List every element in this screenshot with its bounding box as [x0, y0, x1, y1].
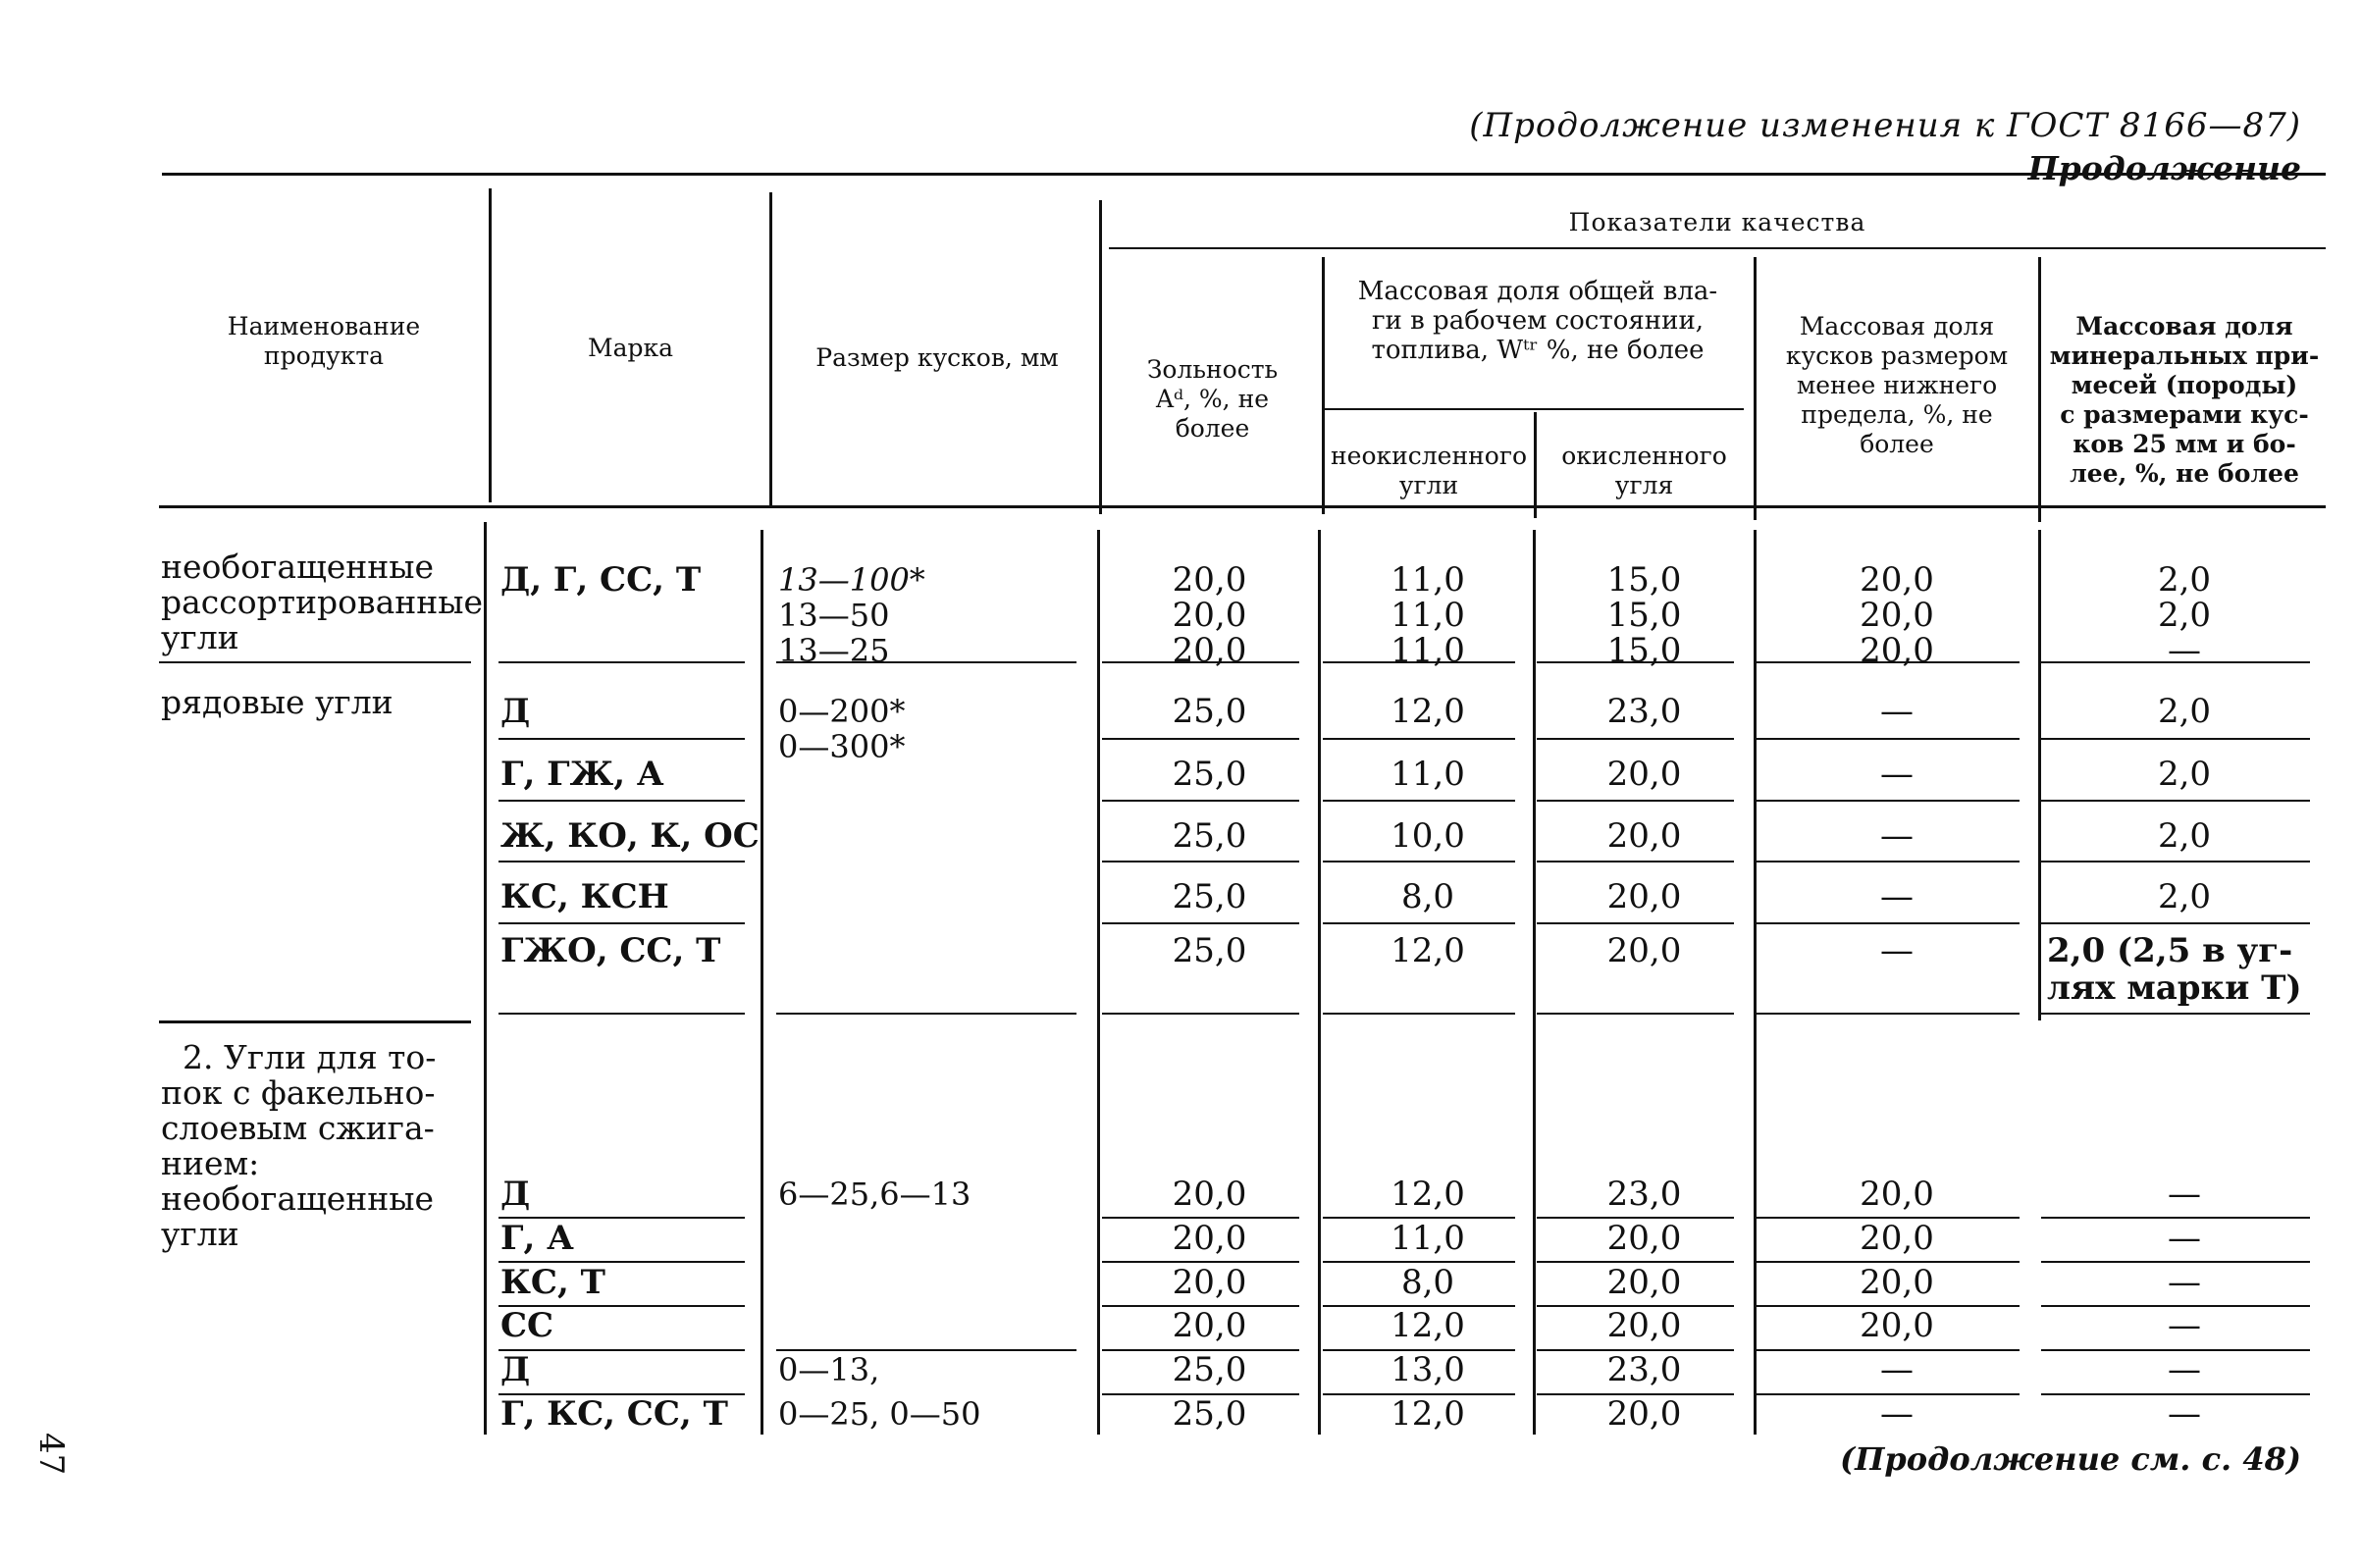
row-rule [1102, 1305, 1299, 1307]
row-rule [499, 661, 745, 663]
body-divider-4 [1318, 530, 1321, 1435]
cell-under: — [1880, 755, 1914, 794]
row-rule [499, 861, 745, 862]
cell-unox: 12,0 [1391, 1394, 1465, 1434]
cell-ash: 20,0 [1172, 631, 1247, 670]
cell-ash: 20,0 [1172, 1219, 1247, 1258]
cell-ox: 15,0 [1606, 560, 1682, 600]
cell-mineral: — [2168, 1306, 2201, 1345]
row-rule [1537, 1013, 1734, 1015]
row-rule [1323, 1349, 1515, 1351]
row-rule [499, 1393, 745, 1395]
row-rule [499, 800, 745, 802]
row-rule [499, 1013, 745, 1015]
table-top-rule [162, 173, 2326, 176]
col-name-header: Наименование продукта [227, 312, 421, 370]
cell-mineral: — [2168, 1175, 2201, 1214]
cell-size: 13—25 [778, 632, 890, 669]
row-rule [2041, 1349, 2310, 1351]
row-rule [1102, 1261, 1299, 1263]
cell-mineral: 2,0 [2157, 596, 2212, 635]
row-rule [2041, 1013, 2310, 1015]
col-oxidized-header: окисленного угля [1561, 442, 1727, 499]
row-rule [1323, 1305, 1515, 1307]
row-rule [1102, 922, 1299, 924]
cell-ox: 15,0 [1606, 596, 1682, 635]
cell-grade: Д, Г, СС, Т [500, 560, 702, 600]
cell-unox: 11,0 [1391, 596, 1465, 635]
moisture-group-header: Массовая доля общей вла- ги в рабочем состоянии, топлива, Wᵗʳ %, не более [1357, 277, 1718, 365]
cell-mineral: — [2168, 1263, 2201, 1302]
cell-under: — [1880, 692, 1914, 731]
moisture-subgroup-rule [1322, 408, 1744, 410]
group-run-of-mine: рядовые угли [161, 683, 394, 721]
cell-ox: 20,0 [1606, 1306, 1682, 1345]
row-rule [1537, 861, 1734, 862]
cell-ox: 23,0 [1606, 692, 1682, 731]
row-rule [1323, 861, 1515, 862]
row-rule [1323, 1261, 1515, 1263]
col-divider-3 [1099, 200, 1102, 514]
cell-ox: 20,0 [1606, 877, 1682, 916]
col-divider-6 [1754, 257, 1757, 520]
row-rule [2041, 661, 2310, 663]
row-rule [1537, 738, 1734, 740]
cell-ox: 20,0 [1606, 1263, 1682, 1302]
row-rule [1537, 661, 1734, 663]
row-rule [1757, 1217, 2020, 1219]
cell-ox: 20,0 [1606, 755, 1682, 794]
row-rule [499, 1305, 745, 1307]
row-rule [1757, 1305, 2020, 1307]
cell-ash: 20,0 [1172, 560, 1247, 600]
cell-mineral: 2,0 [2157, 816, 2212, 856]
col-divider-5 [1534, 412, 1537, 518]
cell-mineral: — [2168, 631, 2201, 670]
cell-unox: 8,0 [1400, 877, 1455, 916]
cell-under: — [1880, 1350, 1914, 1389]
col-divider-7 [2038, 257, 2041, 522]
row-rule [1757, 861, 2020, 862]
row-rule [2041, 922, 2310, 924]
group-rule-1 [159, 661, 471, 663]
cell-grade: Г, КС, СС, Т [500, 1394, 728, 1434]
col-divider-1 [489, 188, 492, 502]
row-rule [1757, 738, 2020, 740]
cell-under: 20,0 [1860, 1263, 1934, 1302]
body-divider-3 [1097, 530, 1100, 1435]
cell-mineral: 2,0 [2157, 692, 2212, 731]
cell-under: — [1880, 1394, 1914, 1434]
cell-under: — [1880, 877, 1914, 916]
continuation-footer: (Продолжение см. с. 48) [1840, 1440, 2301, 1478]
cell-unox: 12,0 [1391, 1175, 1465, 1214]
cell-ash: 25,0 [1172, 816, 1247, 856]
cell-ash: 25,0 [1172, 931, 1247, 970]
row-rule [1537, 1349, 1734, 1351]
cell-ash: 20,0 [1172, 1263, 1247, 1302]
cell-ash: 25,0 [1172, 692, 1247, 731]
row-rule [1102, 1217, 1299, 1219]
body-divider-5 [1533, 530, 1536, 1435]
cell-mineral: 2,0 [2157, 560, 2212, 600]
cell-mineral: — [2168, 1219, 2201, 1258]
cell-under: — [1880, 931, 1914, 970]
row-rule [2041, 1305, 2310, 1307]
cell-ox: 23,0 [1606, 1350, 1682, 1389]
row-rule [1537, 1393, 1734, 1395]
cell-unox: 12,0 [1391, 692, 1465, 731]
cell-grade: Д [500, 692, 531, 731]
row-rule [1102, 738, 1299, 740]
row-rule [1102, 1013, 1299, 1015]
cell-size: 0—200* [778, 693, 906, 730]
row-rule [1323, 922, 1515, 924]
body-divider-2 [761, 530, 763, 1435]
row-rule [1537, 1261, 1734, 1263]
cell-ox: 15,0 [1606, 631, 1682, 670]
cell-mineral: 2,0 [2157, 877, 2212, 916]
cell-size: 0—25, 0—50 [778, 1395, 981, 1433]
row-rule [1323, 1393, 1515, 1395]
row-rule [1323, 738, 1515, 740]
cell-under: 20,0 [1860, 631, 1934, 670]
cell-ox: 20,0 [1606, 1219, 1682, 1258]
cell-unox: 10,0 [1391, 816, 1465, 856]
page-number: 47 [31, 1433, 71, 1476]
row-rule [1757, 800, 2020, 802]
cell-ash: 25,0 [1172, 877, 1247, 916]
cell-ash: 20,0 [1172, 1306, 1247, 1345]
row-rule [2041, 1261, 2310, 1263]
row-rule [1102, 800, 1299, 802]
row-rule [776, 1013, 1076, 1015]
row-rule [2041, 1393, 2310, 1395]
col-mineral-header: Массовая доля минеральных при- месей (породы) с размерами кус- ков 25 мм и бо- лее, %, не более [2049, 312, 2320, 488]
cell-mineral: 2,0 [2157, 755, 2212, 794]
cell-ox: 23,0 [1606, 1175, 1682, 1214]
row-rule [499, 738, 745, 740]
quality-group-rule [1109, 247, 2326, 249]
row-rule [2041, 738, 2310, 740]
cell-ox: 20,0 [1606, 931, 1682, 970]
group-flare-combustion: 2. Угли для то- пок с факельно- слоевым сжига- нием: необогащенные угли [161, 1038, 437, 1253]
cell-ash: 25,0 [1172, 755, 1247, 794]
row-rule [499, 1261, 745, 1263]
row-rule [2041, 1217, 2310, 1219]
cell-grade: Г, ГЖ, А [500, 755, 664, 794]
continuation-subtitle: Продолжение [2027, 149, 2301, 187]
continuation-header: (Продолжение изменения к ГОСТ 8166—87) [1469, 106, 2301, 145]
row-rule [499, 922, 745, 924]
cell-grade: КС, Т [500, 1263, 605, 1302]
row-rule [1757, 1013, 2020, 1015]
row-rule [1537, 922, 1734, 924]
body-divider-1 [484, 522, 487, 1435]
cell-unox: 11,0 [1391, 560, 1465, 600]
cell-grade: Д [500, 1175, 531, 1214]
cell-unox: 12,0 [1391, 931, 1465, 970]
row-rule [2041, 800, 2310, 802]
row-rule [1757, 661, 2020, 663]
cell-mineral: — [2168, 1350, 2201, 1389]
cell-ox: 20,0 [1606, 1394, 1682, 1434]
col-ash-header: Зольность Aᵈ, %, не более [1146, 355, 1279, 443]
cell-unox: 12,0 [1391, 1306, 1465, 1345]
group-unenriched-sorted: необогащенные рассортированные угли [161, 548, 484, 656]
row-rule [1323, 800, 1515, 802]
cell-unox: 13,0 [1391, 1350, 1465, 1389]
row-rule [1102, 1349, 1299, 1351]
group-rule-2 [159, 1020, 471, 1023]
cell-size: 13—100* [778, 561, 925, 599]
cell-under: 20,0 [1860, 560, 1934, 600]
cell-under: — [1880, 816, 1914, 856]
cell-grade: ГЖО, СС, Т [500, 931, 721, 970]
cell-under: 20,0 [1860, 1175, 1934, 1214]
cell-under: 20,0 [1860, 596, 1934, 635]
cell-mineral: — [2168, 1394, 2201, 1434]
cell-grade: КС, КСН [500, 877, 669, 916]
col-grade-header: Марка [587, 334, 674, 362]
row-rule [1102, 1393, 1299, 1395]
cell-ash: 20,0 [1172, 596, 1247, 635]
cell-ash: 20,0 [1172, 1175, 1247, 1214]
cell-mineral: лях марки Т) [2047, 968, 2302, 1008]
col-unoxidized-header: неокисленного угли [1331, 442, 1527, 499]
row-rule [1323, 1217, 1515, 1219]
cell-size: 0—13, [778, 1351, 880, 1388]
cell-size: 13—50 [778, 597, 890, 634]
row-rule [1102, 661, 1299, 663]
body-divider-6 [1754, 530, 1757, 1435]
row-rule [499, 1217, 745, 1219]
row-rule [1323, 661, 1515, 663]
cell-under: 20,0 [1860, 1306, 1934, 1345]
row-rule [1757, 1349, 2020, 1351]
col-undersize-header: Массовая доля кусков размером менее нижнего предела, %, не более [1785, 312, 2009, 458]
row-rule [499, 1349, 745, 1351]
row-rule [1102, 861, 1299, 862]
cell-unox: 8,0 [1400, 1263, 1455, 1302]
cell-grade: СС [500, 1306, 554, 1345]
row-rule [1323, 1013, 1515, 1015]
cell-ash: 25,0 [1172, 1350, 1247, 1389]
cell-mineral: 2,0 (2,5 в уг- [2047, 931, 2293, 970]
cell-size: 6—25,6—13 [778, 1176, 971, 1213]
cell-unox: 11,0 [1391, 755, 1465, 794]
table-header-rule [159, 505, 2326, 508]
body-divider-7 [2038, 530, 2041, 1020]
row-rule [1757, 922, 2020, 924]
col-divider-2 [769, 192, 772, 506]
cell-unox: 11,0 [1391, 1219, 1465, 1258]
quality-group-header: Показатели качества [1568, 208, 1866, 236]
cell-under: 20,0 [1860, 1219, 1934, 1258]
row-rule [1537, 1305, 1734, 1307]
cell-grade: Г, А [500, 1219, 574, 1258]
row-rule [2041, 861, 2310, 862]
cell-grade: Ж, КО, К, ОС [500, 816, 760, 856]
cell-grade: Д [500, 1350, 531, 1389]
row-rule [1757, 1261, 2020, 1263]
cell-size: 0—300* [778, 728, 906, 765]
col-size-header: Размер кусков, мм [815, 343, 1059, 372]
row-rule [1757, 1393, 2020, 1395]
cell-ox: 20,0 [1606, 816, 1682, 856]
row-rule [776, 661, 1076, 663]
row-rule [776, 1349, 1076, 1351]
cell-unox: 11,0 [1391, 631, 1465, 670]
row-rule [1537, 800, 1734, 802]
row-rule [1537, 1217, 1734, 1219]
cell-ash: 25,0 [1172, 1394, 1247, 1434]
